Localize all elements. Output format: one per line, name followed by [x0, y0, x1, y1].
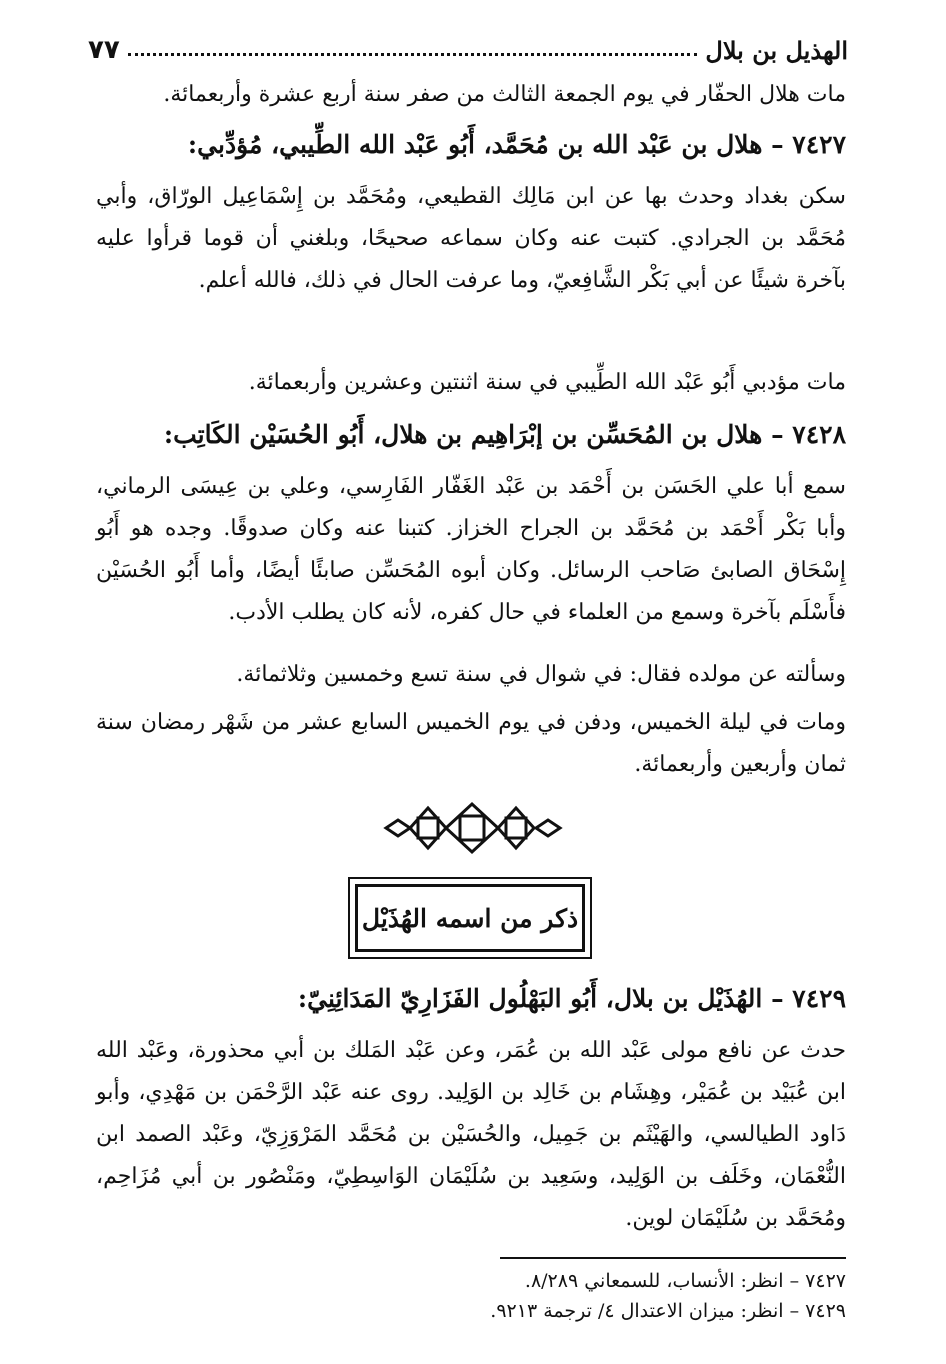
ornament-divider-icon — [0, 798, 946, 858]
footnote-7427: ٧٤٢٧ – انظر: الأنساب، للسمعاني ٨/٢٨٩. — [524, 1270, 846, 1292]
entry-heading-7427 — [96, 124, 846, 166]
paragraph-entry-7429 — [96, 1030, 846, 1240]
body-text: حدث عن نافع مولى عَبْد الله بن عُمَر، وعن عَبْد المَلك بن أبي محذورة، وعَبْد الله ابن عُبَيْد بن عُمَيْر، وهِشَام بن خَالِد بن الوَلِيد. روى عنه عَبْد الرَّحْمَن بن مَهْدِي، وأبو دَاود الطيالسي، والهَيْثَم بن جَمِيل، والحُسَيْن بن مُحَمَّد المَرْوَزِيّ، وعَبْد الصمد ابن النُّعْمَان، وخَلَف بن الوَلِيد، وسَعِيد بن سُلَيْمَان الوَاسِطِيّ، ومَنْصُور بن أبي مُزَاحِم، ومُحَمَّد بن سُلَيْمَان لوين. — [96, 1038, 846, 1231]
entry-heading-7429 — [96, 978, 846, 1020]
paragraph-birth — [96, 654, 846, 696]
running-header — [88, 30, 848, 70]
entry-heading: ٧٤٢٧ – هلال بن عَبْد الله بن مُحَمَّد، أَبُو عَبْد الله الطِّيبي، مُؤدِّبي: — [187, 130, 846, 159]
footnote-7429: ٧٤٢٩ – انظر: ميزان الاعتدال ٤/ ترجمة ٩٢١٣. — [490, 1300, 846, 1322]
running-head-title: الهذيل بن بلال — [705, 35, 848, 65]
entry-heading: ٧٤٢٩ – الهُذَيْل بن بلال، أَبُو البَهْلُول الفَزَارِيّ المَدَائِنِيّ: — [297, 984, 846, 1013]
paragraph-death-tayyibi — [96, 362, 846, 404]
paragraph-entry-7427 — [96, 176, 846, 302]
entry-heading-7428 — [96, 414, 846, 456]
body-text: ومات في ليلة الخميس، ودفن في يوم الخميس السابع عشر من شَهْر رمضان سنة ثمان وأربعين وأربعمائة. — [96, 710, 846, 777]
paragraph-death-hilal-haffar — [96, 74, 846, 116]
body-text: مات مؤدبي أَبُو عَبْد الله الطِّيبي في سنة اثنتين وعشرين وأربعمائة. — [248, 370, 846, 395]
footnote-separator — [500, 1257, 846, 1259]
section-title-box — [348, 877, 592, 959]
leader-dots — [128, 53, 698, 56]
body-text: وسألته عن مولده فقال: في شوال في سنة تسع وخمسين وثلاثمائة. — [236, 662, 846, 687]
page-number: ٧٧ — [88, 35, 120, 65]
body-text: سمع أبا علي الحَسَن بن أَحْمَد بن عَبْد الغَفّار الفَارِسي، وعلي بن عِيسَى الرماني، وأبا بَكْر أَحْمَد بن مُحَمَّد بن الجراح الخزاز. كتبنا عنه وكان صدوقًا. وجده هو أَبُو إِسْحَاق الصابئ صَاحب الرسائل. وكان أبوه المُحَسِّن صابئًا أيضًا، وأما أَبُو الحُسَيْن فأَسْلَم بآخرة وسمع من العلماء في حال كفره، لأنه كان يطلب الأدب. — [96, 474, 846, 625]
body-text: سكن بغداد وحدث بها عن ابن مَالِك القطيعي، ومُحَمَّد بن إِسْمَاعِيل الورّاق، وأبي مُحَمَّد بن الجرادي. كتبت عنه وكان سماعه صحيحًا، وبلغني أن قوما قرأوا عليه بآخرة شيئًا عن أبي بَكْر الشَّافِعيّ، وما عرفت الحال في ذلك، فالله أعلم. — [96, 184, 846, 293]
body-text: مات هلال الحفّار في يوم الجمعة الثالث من صفر سنة أربع عشرة وأربعمائة. — [163, 82, 846, 107]
paragraph-entry-7428 — [96, 466, 846, 634]
entry-heading: ٧٤٢٨ – هلال بن المُحَسِّن بن إبْرَاهِيم بن هلال، أَبُو الحُسَيْن الكَاتِب: — [163, 420, 846, 449]
paragraph-death — [96, 702, 846, 786]
section-title: ذكر من اسمه الهُذَيْل — [361, 903, 579, 933]
